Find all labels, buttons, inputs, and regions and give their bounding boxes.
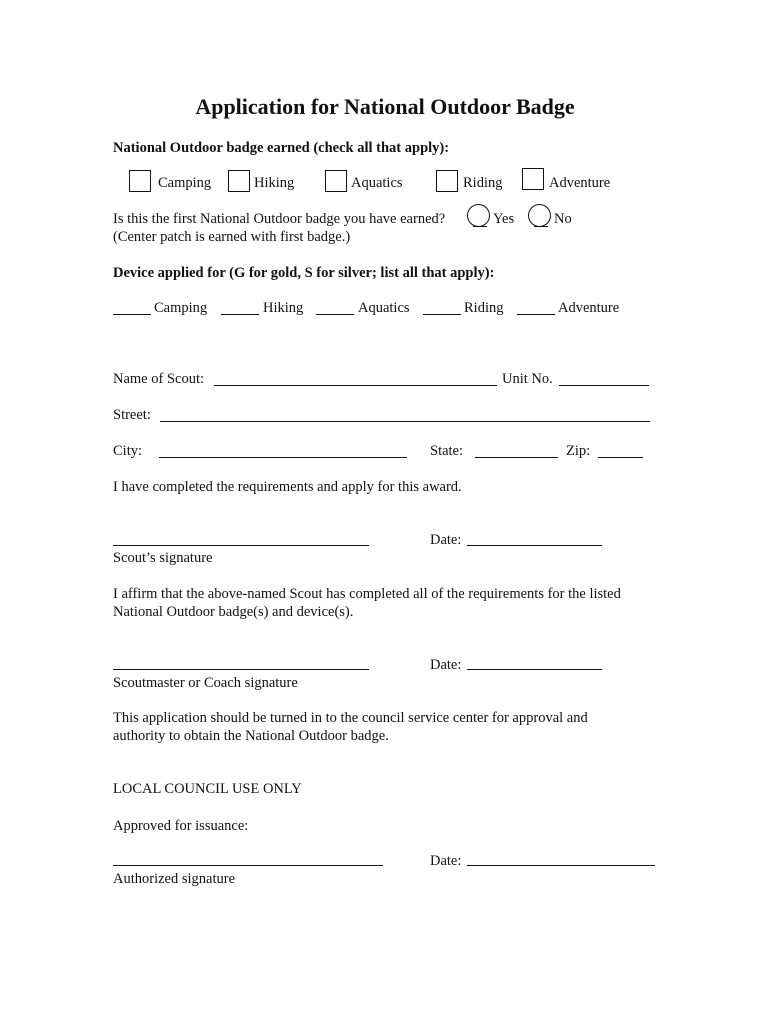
hiking-checkbox-label: Hiking [254, 175, 295, 191]
scout-date-label: Date: [430, 532, 462, 548]
device-camping-field[interactable] [113, 314, 151, 315]
adventure-checkbox-label: Adventure [549, 175, 611, 191]
riding-checkbox-label: Riding [463, 175, 503, 191]
unit-number-field[interactable] [559, 385, 649, 386]
city-field[interactable] [159, 457, 407, 458]
no-radio-underline [534, 226, 548, 227]
authorized-signature-label: Authorized signature [113, 871, 236, 887]
riding-checkbox[interactable] [436, 170, 458, 192]
authorized-signature-field[interactable] [113, 865, 383, 866]
yes-label: Yes [493, 211, 515, 227]
zip-field[interactable] [598, 457, 643, 458]
scoutmaster-date-label: Date: [430, 657, 462, 673]
device-aquatics-field[interactable] [316, 314, 354, 315]
camping-checkbox-label: Camping [158, 175, 212, 191]
device-hiking-label: Hiking [263, 300, 304, 316]
first-badge-note: (Center patch is earned with first badge.) [113, 229, 351, 245]
scoutmaster-signature-label: Scoutmaster or Coach signature [113, 675, 298, 691]
adventure-checkbox[interactable] [522, 168, 544, 190]
aquatics-checkbox-label: Aquatics [351, 175, 403, 191]
affirm-statement-line2: National Outdoor badge(s) and device(s). [113, 604, 354, 620]
device-adventure-label: Adventure [558, 300, 620, 316]
scout-signature-field[interactable] [113, 545, 369, 546]
yes-radio-underline [473, 226, 487, 227]
street-field[interactable] [160, 421, 650, 422]
page-title: Application for National Outdoor Badge [195, 94, 575, 119]
no-radio[interactable] [528, 204, 551, 227]
street-label: Street: [113, 407, 151, 423]
approved-label: Approved for issuance: [113, 818, 249, 834]
hiking-checkbox[interactable] [228, 170, 250, 192]
unit-number-label: Unit No. [502, 371, 553, 387]
scoutmaster-signature-field[interactable] [113, 669, 369, 670]
council-date-field[interactable] [467, 865, 655, 866]
turn-in-statement-line1: This application should be turned in to the council service center for approval and [113, 710, 588, 726]
device-adventure-field[interactable] [517, 314, 555, 315]
device-heading: Device applied for (G for gold, S for silver; list all that apply): [113, 265, 495, 281]
scout-statement: I have completed the requirements and apply for this award. [113, 479, 462, 495]
yes-radio[interactable] [467, 204, 490, 227]
scout-date-field[interactable] [467, 545, 602, 546]
affirm-statement-line1: I affirm that the above-named Scout has completed all of the requirements for the listed [113, 586, 621, 602]
state-field[interactable] [475, 457, 558, 458]
scout-signature-label: Scout’s signature [113, 550, 213, 566]
no-label: No [554, 211, 572, 227]
aquatics-checkbox[interactable] [325, 170, 347, 192]
first-badge-question: Is this the first National Outdoor badge you have earned? [113, 211, 446, 227]
council-heading: LOCAL COUNCIL USE ONLY [113, 781, 302, 797]
city-label: City: [113, 443, 143, 459]
badges-heading: National Outdoor badge earned (check all that apply): [113, 140, 450, 156]
council-date-label: Date: [430, 853, 462, 869]
zip-label: Zip: [566, 443, 591, 459]
device-riding-field[interactable] [423, 314, 461, 315]
scout-name-field[interactable] [214, 385, 497, 386]
camping-checkbox[interactable] [129, 170, 151, 192]
device-hiking-field[interactable] [221, 314, 259, 315]
device-riding-label: Riding [464, 300, 504, 316]
scout-name-label: Name of Scout: [113, 371, 205, 387]
scoutmaster-date-field[interactable] [467, 669, 602, 670]
turn-in-statement-line2: authority to obtain the National Outdoor badge. [113, 728, 389, 744]
device-camping-label: Camping [154, 300, 208, 316]
state-label: State: [430, 443, 464, 459]
device-aquatics-label: Aquatics [358, 300, 410, 316]
